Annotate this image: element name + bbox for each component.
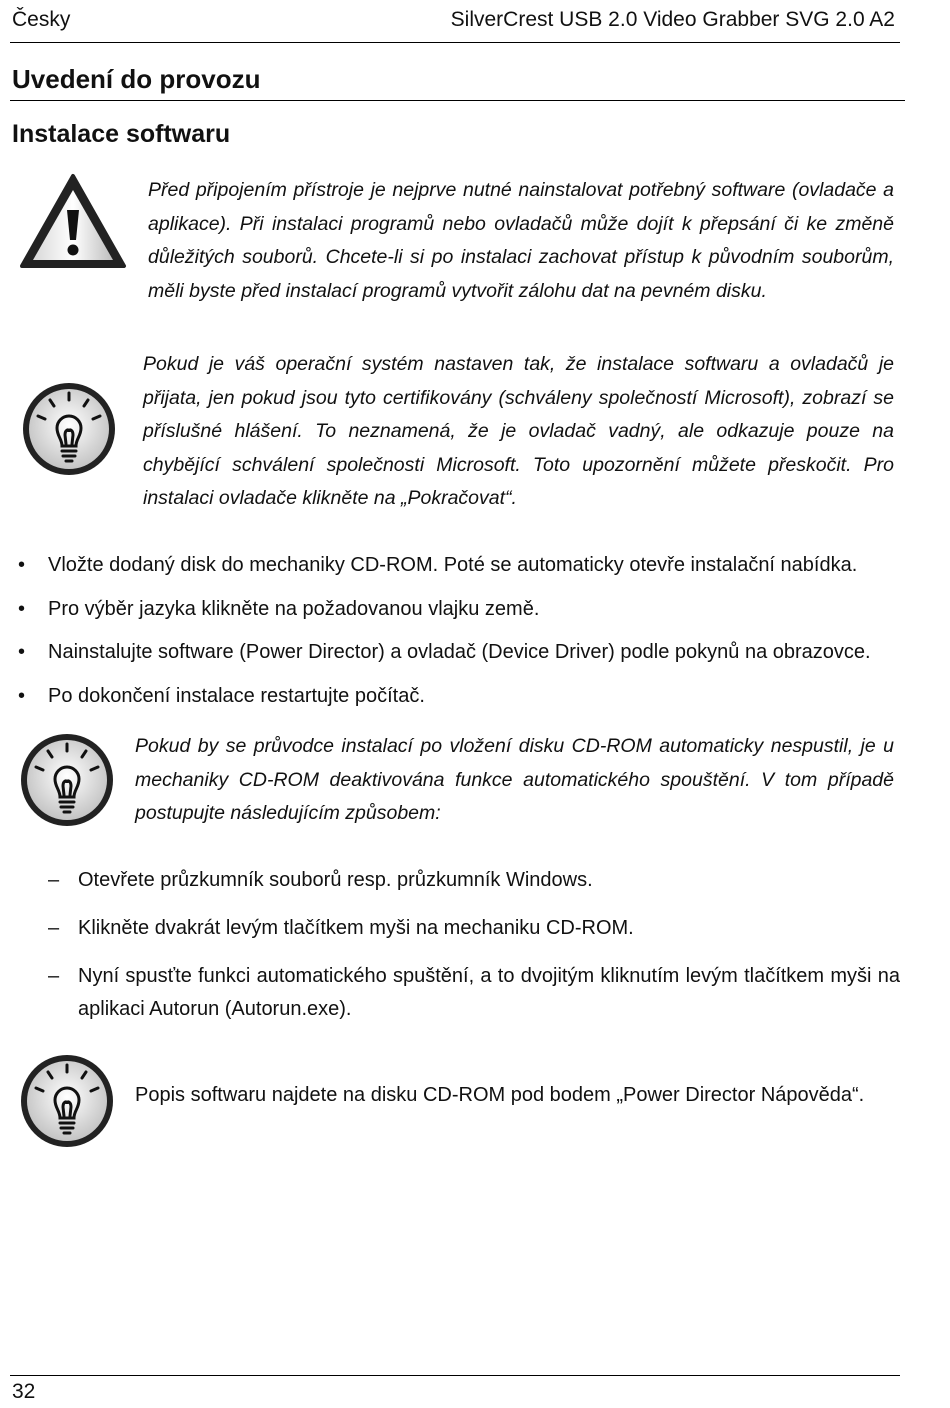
substep-text: Klikněte dvakrát levým tlačítkem myši na mechaniku CD-ROM. bbox=[78, 917, 634, 939]
section-title: Uvedení do provozu bbox=[12, 64, 261, 94]
step-text: Po dokončení instalace restartujte počítač. bbox=[48, 684, 425, 707]
tip-note-2-text: Pokud by se průvodce instalací po vložení disku CD-ROM automaticky nespustil, je u mechaniky CD-ROM deaktivována funkce automatického spouštění. V tom případě postupujte následujícím způsobem: bbox=[135, 735, 894, 824]
list-item bbox=[48, 864, 900, 897]
header-rule bbox=[10, 42, 900, 43]
list-item bbox=[18, 592, 898, 636]
list-item bbox=[48, 960, 900, 1026]
dash-symbol: – bbox=[48, 869, 60, 891]
page-number: 32 bbox=[12, 1380, 36, 1403]
bullet-symbol: • bbox=[18, 554, 26, 576]
substep-text: Otevřete průzkumník souborů resp. průzkumník Windows. bbox=[78, 869, 593, 891]
footer-rule bbox=[10, 1375, 900, 1376]
lightbulb-icon bbox=[20, 380, 118, 483]
list-item bbox=[18, 679, 898, 723]
bullet-symbol: • bbox=[18, 597, 26, 620]
step-text: Vložte dodaný disk do mechaniky CD-ROM. Poté se automaticky otevře instalační nabídka. bbox=[48, 554, 858, 576]
bullet-symbol: • bbox=[18, 641, 26, 663]
substep-text: Nyní spusťte funkci automatického spuštění, a to dvojitým kliknutím levým tlačítkem myši na aplikaci Autorun (Autorun.exe). bbox=[78, 965, 900, 1020]
installation-steps-list bbox=[18, 548, 898, 722]
list-item bbox=[18, 548, 898, 592]
section-rule bbox=[10, 100, 905, 101]
autorun-steps-list bbox=[48, 864, 900, 1041]
dash-symbol: – bbox=[48, 965, 60, 987]
bullet-symbol: • bbox=[18, 684, 26, 707]
dash-symbol: – bbox=[48, 917, 60, 939]
step-text: Nainstalujte software (Power Director) a ovladač (Device Driver) podle pokynů na obrazovce. bbox=[48, 641, 871, 663]
step-text: Pro výběr jazyka klikněte na požadovanou vlajku země. bbox=[48, 597, 540, 620]
header-language: Česky bbox=[12, 8, 71, 31]
lightbulb-icon bbox=[18, 1052, 116, 1155]
lightbulb-icon bbox=[18, 731, 116, 834]
list-item bbox=[48, 912, 900, 945]
list-item bbox=[18, 635, 898, 679]
warning-note-text: Před připojením přístroje je nejprve nutné nainstalovat potřebný software (ovladače a aplikace). Při instalaci programů nebo ovladačů může dojít k přepsání či ke změně důležitých souborů. Chcete-li si po instalaci zachovat přístup k původním souborům, měli byste před instalací programů vytvořit zálohu dat na pevném disku. bbox=[148, 179, 894, 302]
header-product-title: SilverCrest USB 2.0 Video Grabber SVG 2.0 A2 bbox=[450, 8, 895, 31]
tip-note-3-text: Popis softwaru najdete na disku CD-ROM pod bodem „Power Director Nápověda“. bbox=[135, 1084, 865, 1106]
warning-triangle-icon bbox=[18, 172, 128, 275]
tip-note-1-text: Pokud je váš operační systém nastaven tak, že instalace softwaru a ovladačů je přijata, jen pokud jsou tyto certifikovány (schváleny společností Microsoft), zobrazí se příslušné hlášení. To neznamená, že je ovladač vadný, ale odkazuje pouze na chybějící schválení společnosti Microsoft. Toto upozornění můžete přeskočit. Pro instalaci ovladače klikněte na „Pokračovat“. bbox=[143, 353, 894, 509]
subsection-title: Instalace softwaru bbox=[12, 120, 231, 148]
